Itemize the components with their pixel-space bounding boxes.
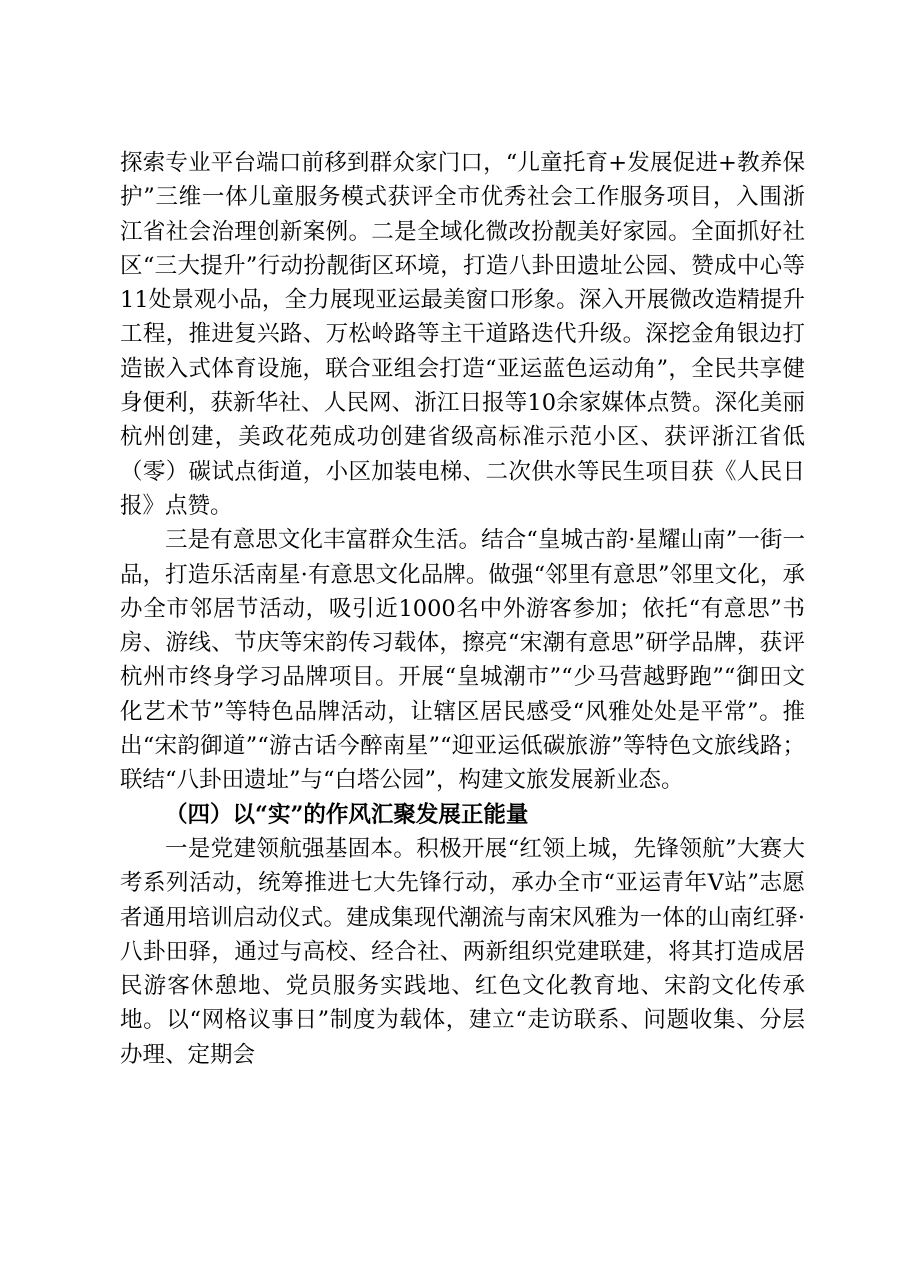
section-heading: （四）以“实”的作风汇聚发展正能量 <box>165 801 529 828</box>
paragraph-continued: 探索专业平台端口前移到群众家门口，“儿童托育+发展促进+教养保护”三维一体儿童服务模式获评全市优秀社会工作服务项目，入围浙江省社会治理创新案例。二是全域化微改扮靓美好家园。全面抓好社区“三大提升”行动扮靓街区环境，打造八卦田遗址公园、赞成中心等11处景观小品，全力展现亚运最美窗口形象。深入开展微改造精提升工程，推进复兴路、万松岭路等主干道路迭代升级。深挖金角银边打造嵌入式体育设施，联合亚组会打造“亚运蓝色运动角”，全民共享健身便利，获新华社、人民网、浙江日报等10余家媒体点赞。深化美丽杭州创建，美政花苑成功创建省级高标准示范小区、获评浙江省低（零）碳试点街道，小区加装电梯、二次供水等民生项目获《人民日报》点赞。 <box>120 150 805 519</box>
paragraph-culture: 三是有意思文化丰富群众生活。结合“皇城古韵·星耀山南”一街一品，打造乐活南星·有意思文化品牌。做强“邻里有意思”邻里文化，承办全市邻居节活动，吸引近1000名中外游客参加；依托“有意思”书房、游线、节庆等宋韵传习载体，擦亮“宋潮有意思”研学品牌，获评杭州市终身学习品牌项目。开展“皇城潮市”“少马营越野跑”“御田文化艺术节”等特色品牌活动，让辖区居民感受“风雅处处是平常”。推出“宋韵御道”“游古话今醉南星”“迎亚运低碳旅游”等特色文旅线路；联结“八卦田遗址”与“白塔公园”，构建文旅发展新业态。 <box>120 527 805 794</box>
document-body <box>120 146 805 1072</box>
paragraph-party-building: 一是党建领航强基固本。积极开展“红领上城，先锋领航”大赛大考系列活动，统筹推进七大先锋行动，承办全市“亚运青年V站”志愿者通用培训启动仪式。建成集现代潮流与南宋风雅为一体的山南红驿·八卦田驿，通过与高校、经合社、两新组织党建联建，将其打造成居民游客休憩地、党员服务实践地、红色文化教育地、宋韵文化传承地。以“网格议事日”制度为载体，建立“走访联系、问题收集、分层办理、定期会 <box>120 835 805 1068</box>
